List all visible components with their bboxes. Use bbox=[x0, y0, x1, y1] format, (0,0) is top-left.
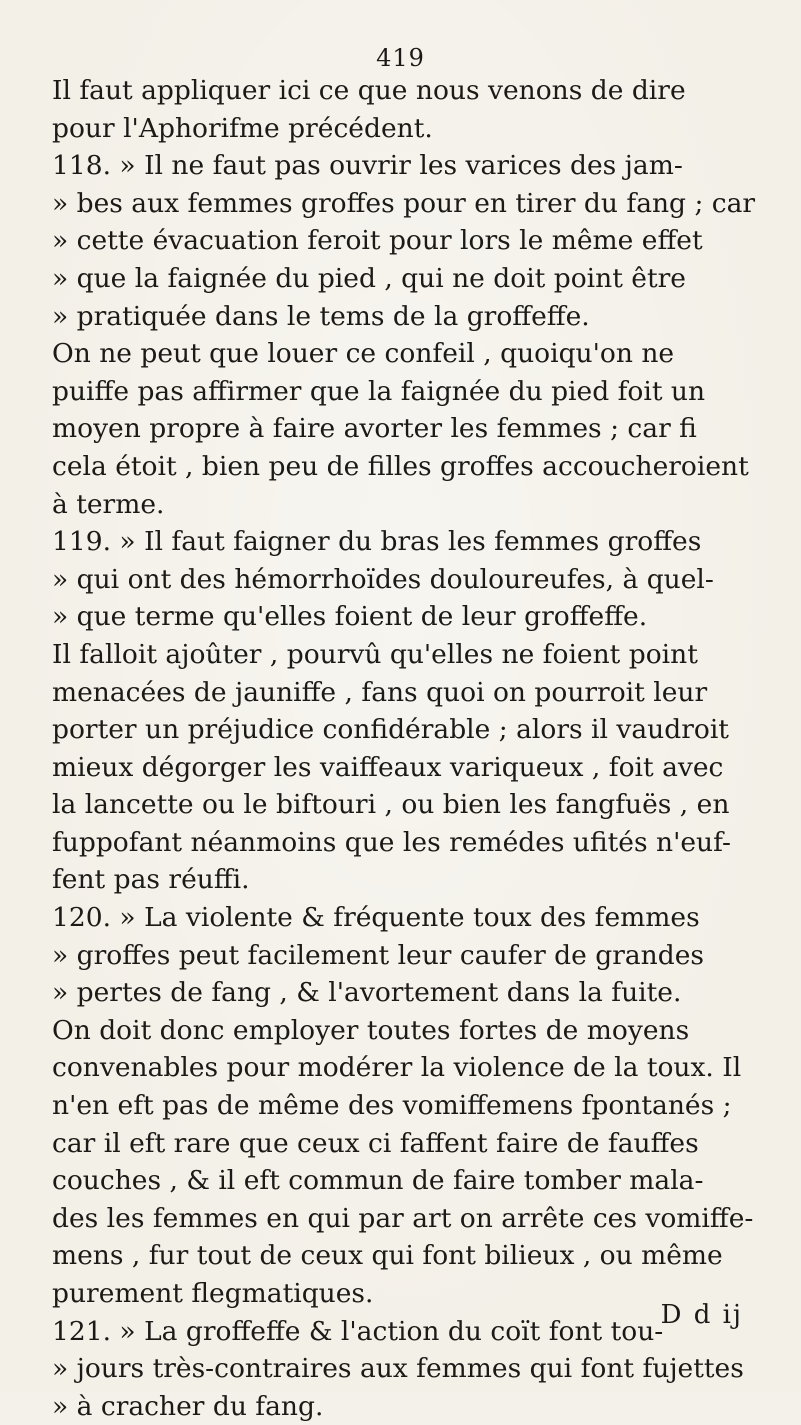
text-line: » à cracher du fang. bbox=[52, 1390, 324, 1422]
text-line: mieux dégorger les vaiffeaux variqueux , foit avec bbox=[52, 751, 724, 783]
text-line: la lancette ou le biftouri , ou bien les fangfuës , en bbox=[52, 789, 730, 821]
text-line: cela étoit , bien peu de filles groffes accoucheroient bbox=[52, 450, 749, 482]
text-line: » pertes de fang , & l'avortement dans la fuite. bbox=[52, 977, 682, 1009]
text-line: Il faut appliquer ici ce que nous venons de dire bbox=[52, 75, 686, 106]
text-line: » bes aux femmes groffes pour en tirer du fang ; car bbox=[52, 187, 756, 219]
text-line: moyen propre à faire avorter les femmes ; car fi bbox=[52, 413, 697, 445]
text-line: fent pas réuffi. bbox=[52, 864, 250, 896]
text-line: convenables pour modérer la violence de la toux. Il bbox=[52, 1052, 742, 1084]
text-line: puiffe pas affirmer que la faignée du pied foit un bbox=[52, 375, 706, 407]
text-line: purement flegmatiques. bbox=[52, 1278, 374, 1309]
text-line: couches , & il eft commun de faire tomber mala- bbox=[52, 1165, 704, 1197]
text-line: » que terme qu'elles foient de leur groffeffe. bbox=[52, 601, 648, 633]
text-line: 121. » La groffeffe & l'action du coït font tou- bbox=[52, 1315, 664, 1347]
text-line: » pratiquée dans le tems de la groffeffe. bbox=[52, 300, 590, 332]
text-line: 118. » Il ne faut pas ouvrir les varices des jam- bbox=[52, 150, 683, 182]
text-line: Il falloit ajoûter , pourvû qu'elles ne foient point bbox=[52, 638, 698, 670]
text-line: porter un préjudice confidérable ; alors il vaudroit bbox=[52, 714, 729, 746]
text-line: 119. » Il faut faigner du bras les femmes groffes bbox=[52, 526, 702, 558]
text-line: pour l'Aphorifme précédent. bbox=[52, 112, 433, 144]
text-line: » que la faignée du pied , qui ne doit point être bbox=[52, 262, 686, 294]
text-line: n'en eft pas de même des vomiffemens fpontanés ; bbox=[52, 1090, 732, 1122]
text-line: à terme. bbox=[52, 488, 165, 520]
text-line: menacées de jauniffe , fans quoi on pourroit leur bbox=[52, 676, 708, 708]
page-body-text bbox=[52, 72, 758, 1425]
text-line: des les femmes en qui par art on arrête ces vomiffe- bbox=[52, 1202, 754, 1234]
text-line: car il eft rare que ceux ci faffent faire de fauffes bbox=[52, 1127, 699, 1159]
text-line: » qui ont des hémorrhoïdes douloureufes, à quel- bbox=[52, 563, 714, 595]
page-number: 419 bbox=[376, 44, 425, 72]
text-line: » jours très-contraires aux femmes qui font fujettes bbox=[52, 1353, 744, 1385]
text-line: mens , fur tout de ceux qui font bilieux , ou même bbox=[52, 1240, 723, 1272]
text-line: » cette évacuation feroit pour lors le même effet bbox=[52, 225, 703, 257]
signature-mark: D d ij bbox=[660, 1300, 743, 1330]
text-line: On doit donc employer toutes fortes de moyens bbox=[52, 1014, 690, 1046]
text-line: On ne peut que louer ce confeil , quoiqu'on ne bbox=[52, 338, 675, 370]
text-line: fuppofant néanmoins que les remédes ufités n'euf- bbox=[52, 826, 731, 858]
text-line: » groffes peut facilement leur caufer de grandes bbox=[52, 939, 704, 971]
text-line: 120. » La violente & fréquente toux des femmes bbox=[52, 902, 700, 934]
